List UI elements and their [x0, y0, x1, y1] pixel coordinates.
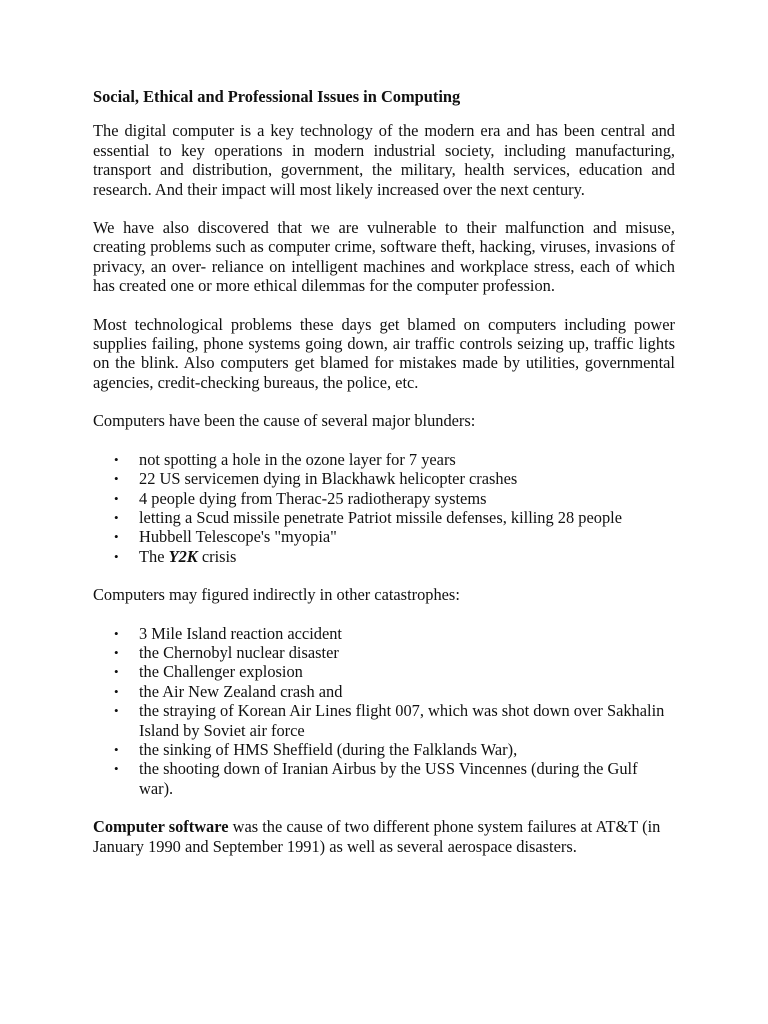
bullet-icon: •: [114, 761, 119, 777]
list-item-text: the straying of Korean Air Lines flight 007, which was shot down over Sakhalin Island by Soviet air force: [139, 701, 665, 740]
bullet-icon: •: [114, 741, 119, 757]
list-item-text: 3 Mile Island reaction accident: [139, 623, 342, 643]
list-item-text: not spotting a hole in the ozone layer for 7 years: [139, 449, 456, 469]
list-item-text: the Air New Zealand crash and: [139, 681, 343, 701]
blunders-list: [93, 450, 675, 566]
list-item: [93, 701, 675, 740]
bullet-icon: •: [114, 451, 119, 467]
paragraph-blame: Most technological problems these days get blamed on computers including power supplies failing, phone systems going down, air traffic controls seizing up, traffic lights on the blink. Also computers get blamed for mistakes made by utilities, governmental agencies, credit-checking bureaus, the police, etc.: [93, 314, 675, 392]
bullet-icon: •: [114, 529, 119, 545]
list-item: [93, 662, 675, 681]
list-item-prefix: The: [139, 546, 169, 566]
bullet-icon: •: [114, 644, 119, 660]
list-item: [93, 759, 675, 798]
list-item: [93, 508, 675, 527]
list-item: [93, 450, 675, 469]
document-page: [93, 87, 675, 875]
list-item: [93, 489, 675, 508]
list-item-text: Hubbell Telescope's "myopia": [139, 527, 337, 547]
list-item-text: the Challenger explosion: [139, 662, 303, 682]
list-item-text: the sinking of HMS Sheffield (during the Falklands War),: [139, 739, 518, 759]
bullet-icon: •: [114, 625, 119, 641]
catastrophes-intro: Computers may figured indirectly in other catastrophes:: [93, 585, 460, 605]
list-item: [93, 624, 675, 643]
paragraph-intro: The digital computer is a key technology of the modern era and has been central and essential to key operations in modern industrial society, including manufacturing, transport and distribution, government, the military, health services, education and research. And their impact will most likely increased over the next century.: [93, 121, 675, 199]
list-item-text: the shooting down of Iranian Airbus by the USS Vincennes (during the Gulf war).: [139, 759, 638, 798]
list-item: [93, 643, 675, 662]
list-item-text: 4 people dying from Therac-25 radiotherapy systems: [139, 488, 487, 508]
paragraph-software: [93, 817, 675, 856]
list-item-text: the Chernobyl nuclear disaster: [139, 642, 339, 662]
bullet-icon: •: [114, 509, 119, 525]
bullet-icon: •: [114, 683, 119, 699]
bullet-icon: •: [114, 490, 119, 506]
list-item: [93, 469, 675, 488]
list-item: [93, 682, 675, 701]
bullet-icon: •: [114, 548, 119, 564]
bullet-icon: •: [114, 664, 119, 680]
software-text: was the cause of two different phone system failures at AT&T (in January 1990 and September 1991) as well as several aerospace disasters.: [93, 817, 661, 856]
list-item-emphasis: Y2K: [168, 546, 198, 566]
blunders-intro: Computers have been the cause of several major blunders:: [93, 411, 476, 431]
list-item-suffix: crisis: [197, 546, 237, 566]
document-title: Social, Ethical and Professional Issues in Computing: [93, 87, 461, 106]
list-item-text: letting a Scud missile penetrate Patriot missile defenses, killing 28 people: [139, 507, 622, 527]
bullet-icon: •: [114, 703, 119, 719]
catastrophes-list: [93, 624, 675, 799]
bullet-icon: •: [114, 471, 119, 487]
list-item-text: 22 US servicemen dying in Blackhawk helicopter crashes: [139, 469, 518, 489]
list-item: [93, 527, 675, 546]
software-term: Computer software: [93, 817, 229, 837]
list-item: [93, 547, 675, 566]
paragraph-vulnerability: We have also discovered that we are vulnerable to their malfunction and misuse, creating problems such as computer crime, software theft, hacking, viruses, invasions of privacy, an over- reliance on intelligent machines and workplace stress, each of which has created one or more ethical dilemmas for the computer profession.: [93, 218, 675, 296]
list-item: [93, 740, 675, 759]
